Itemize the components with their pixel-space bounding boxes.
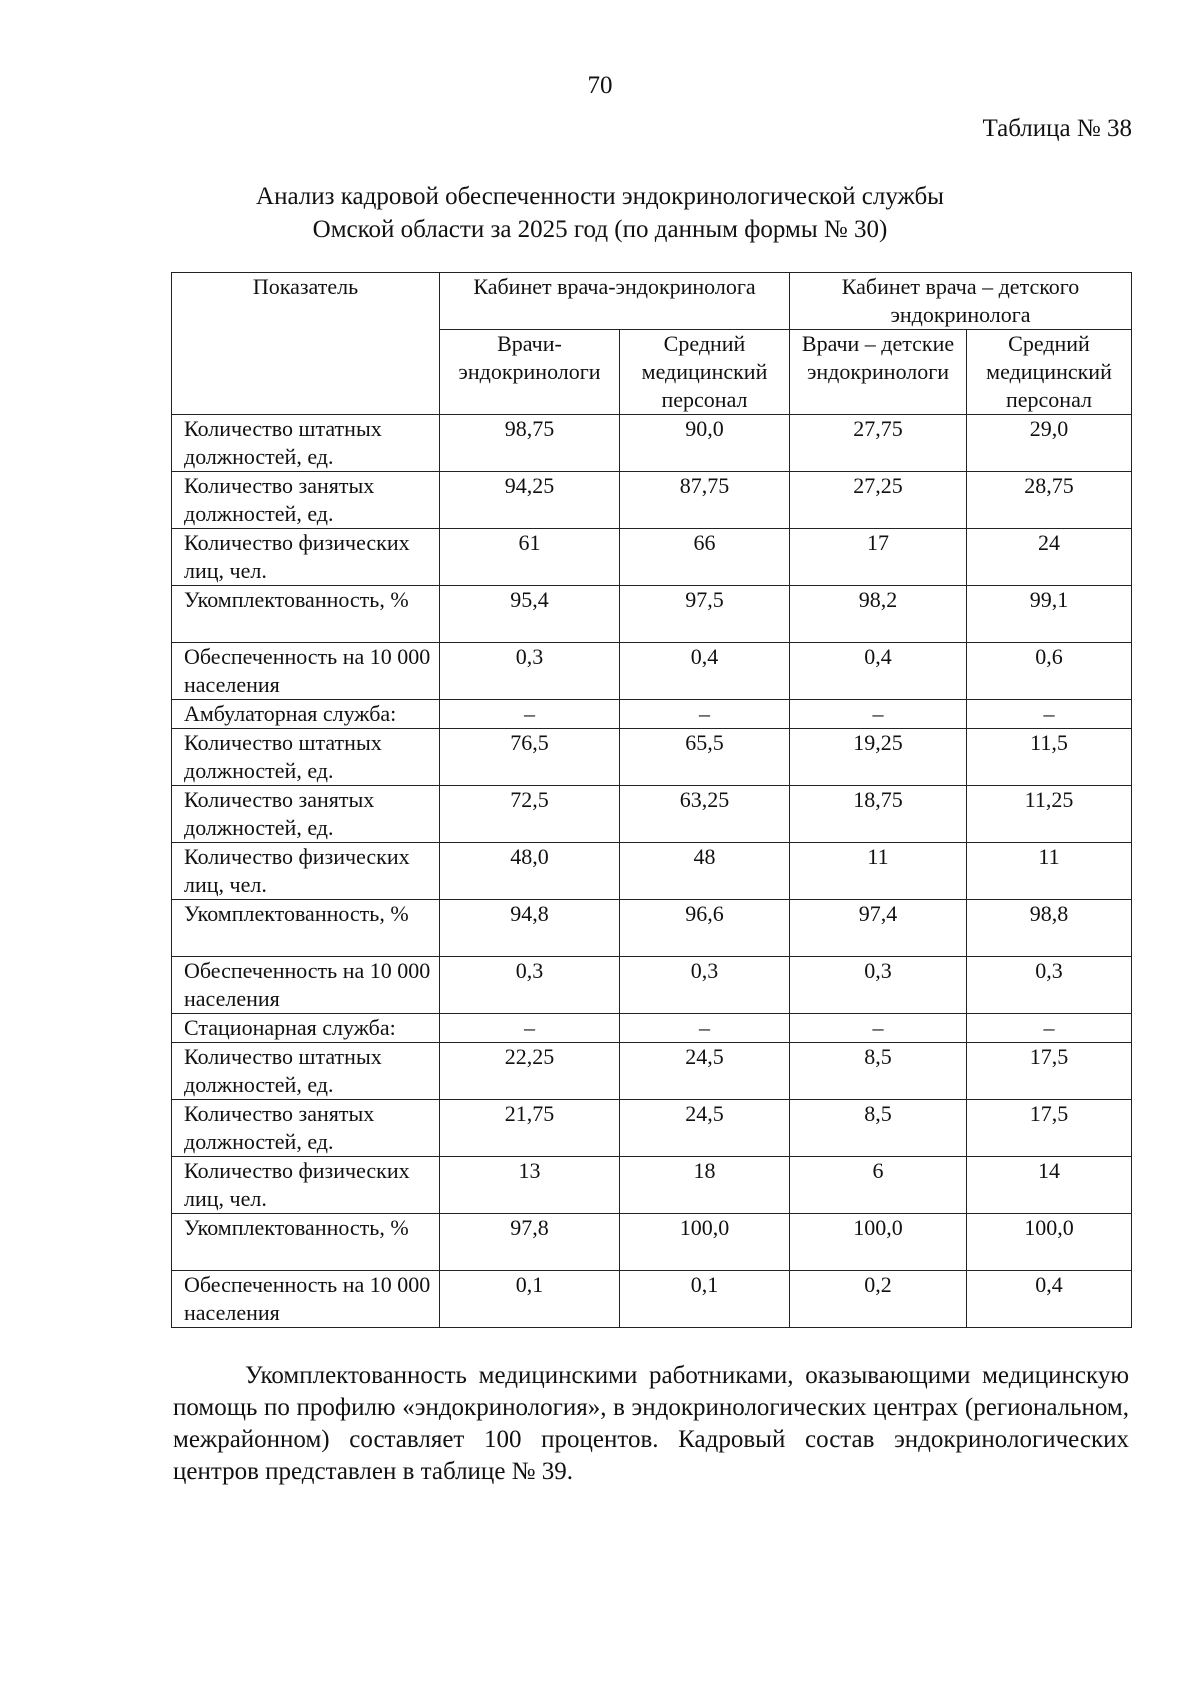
row-label: Амбулаторная служба:	[172, 700, 440, 729]
cell-value: 100,0	[790, 1214, 967, 1271]
cell-value: 61	[440, 529, 620, 586]
cell-value: 27,75	[790, 415, 967, 472]
cell-value: –	[967, 1014, 1132, 1043]
cell-value: –	[790, 700, 967, 729]
table-title-line-1: Анализ кадровой обеспеченности эндокринологической службы	[256, 183, 944, 210]
cell-value: 0,3	[620, 957, 790, 1014]
cell-value: 98,8	[967, 900, 1132, 957]
cell-value: 6	[790, 1157, 967, 1214]
cell-value: 98,2	[790, 586, 967, 643]
row-label: Количество штатных должностей, ед.	[172, 1043, 440, 1100]
table-row	[172, 529, 1132, 586]
row-label: Количество штатных должностей, ед.	[172, 729, 440, 786]
staffing-table	[171, 272, 1132, 1328]
cell-value: 97,5	[620, 586, 790, 643]
row-label: Стационарная служба:	[172, 1014, 440, 1043]
cell-value: 8,5	[790, 1100, 967, 1157]
table-title-line-2: Омской области за 2025 год (по данным формы № 30)	[312, 216, 888, 243]
cell-value: 11,25	[967, 786, 1132, 843]
header-pediatric-endocrinology-office: Кабинет врача – детского эндокринолога	[790, 273, 1132, 330]
table-row	[172, 1157, 1132, 1214]
cell-value: 24,5	[620, 1043, 790, 1100]
page-number: 70	[587, 72, 613, 99]
table-row	[172, 472, 1132, 529]
cell-value: 11	[967, 843, 1132, 900]
table-row	[172, 415, 1132, 472]
cell-value: 0,2	[790, 1271, 967, 1328]
table-row	[172, 1214, 1132, 1271]
cell-value: 48,0	[440, 843, 620, 900]
table-row	[172, 843, 1132, 900]
header-indicator: Показатель	[172, 273, 440, 415]
cell-value: 17,5	[967, 1100, 1132, 1157]
row-label: Количество физических лиц, чел.	[172, 843, 440, 900]
table-row	[172, 957, 1132, 1014]
header-adult-endocrinology-office: Кабинет врача-эндокринолога	[440, 273, 790, 330]
cell-value: 0,1	[620, 1271, 790, 1328]
cell-value: 11	[790, 843, 967, 900]
cell-value: 95,4	[440, 586, 620, 643]
cell-value: 0,6	[967, 643, 1132, 700]
table-row	[172, 1014, 1132, 1043]
cell-value: –	[790, 1014, 967, 1043]
row-label: Количество занятых должностей, ед.	[172, 1100, 440, 1157]
cell-value: 0,3	[440, 643, 620, 700]
cell-value: 27,25	[790, 472, 967, 529]
cell-value: 100,0	[620, 1214, 790, 1271]
row-label: Количество физических лиц, чел.	[172, 529, 440, 586]
cell-value: 8,5	[790, 1043, 967, 1100]
row-label: Количество физических лиц, чел.	[172, 1157, 440, 1214]
cell-value: 22,25	[440, 1043, 620, 1100]
cell-value: 0,3	[790, 957, 967, 1014]
row-label: Укомплектованность, %	[172, 900, 440, 957]
cell-value: 96,6	[620, 900, 790, 957]
cell-value: 0,4	[790, 643, 967, 700]
table-row	[172, 1271, 1132, 1328]
cell-value: 17,5	[967, 1043, 1132, 1100]
table-row	[172, 700, 1132, 729]
cell-value: 21,75	[440, 1100, 620, 1157]
cell-value: 17	[790, 529, 967, 586]
header-pediatric-endocrinologists: Врачи – детские эндокринологи	[790, 330, 967, 415]
cell-value: 0,3	[967, 957, 1132, 1014]
cell-value: –	[967, 700, 1132, 729]
row-label: Количество занятых должностей, ед.	[172, 472, 440, 529]
cell-value: 90,0	[620, 415, 790, 472]
cell-value: 29,0	[967, 415, 1132, 472]
table-row	[172, 900, 1132, 957]
table-row	[172, 586, 1132, 643]
body-paragraph: Укомплектованность медицинскими работниками, оказывающими медицинскую помощь по профилю «эндокринология», в эндокринологических центрах (региональном, межрайонном) составляет 100 процентов. Кадровый состав эндокринологических центров представлен в таблице № 39.	[173, 1362, 1129, 1485]
cell-value: 97,4	[790, 900, 967, 957]
cell-value: –	[620, 1014, 790, 1043]
cell-value: 14	[967, 1157, 1132, 1214]
row-label: Обеспеченность на 10 000 населения	[172, 957, 440, 1014]
cell-value: 65,5	[620, 729, 790, 786]
table-row	[172, 1100, 1132, 1157]
header-nursing-staff-pediatric: Средний медицинский персонал	[967, 330, 1132, 415]
cell-value: 0,1	[440, 1271, 620, 1328]
cell-value: 13	[440, 1157, 620, 1214]
header-nursing-staff-adult: Средний медицинский персонал	[620, 330, 790, 415]
table-number: Таблица № 38	[982, 115, 1132, 142]
cell-value: 19,25	[790, 729, 967, 786]
row-label: Количество занятых должностей, ед.	[172, 786, 440, 843]
cell-value: 99,1	[967, 586, 1132, 643]
header-endocrinologists: Врачи-эндокринологи	[440, 330, 620, 415]
cell-value: 100,0	[967, 1214, 1132, 1271]
cell-value: 94,25	[440, 472, 620, 529]
cell-value: 0,4	[620, 643, 790, 700]
cell-value: –	[440, 1014, 620, 1043]
cell-value: 18	[620, 1157, 790, 1214]
row-label: Обеспеченность на 10 000 населения	[172, 643, 440, 700]
table-body	[172, 415, 1132, 1328]
cell-value: 97,8	[440, 1214, 620, 1271]
table-row	[172, 643, 1132, 700]
table-title	[0, 180, 1200, 246]
cell-value: 48	[620, 843, 790, 900]
cell-value: 66	[620, 529, 790, 586]
table-row	[172, 786, 1132, 843]
cell-value: 72,5	[440, 786, 620, 843]
row-label: Укомплектованность, %	[172, 586, 440, 643]
table-row	[172, 1043, 1132, 1100]
row-label: Обеспеченность на 10 000 населения	[172, 1271, 440, 1328]
cell-value: 18,75	[790, 786, 967, 843]
cell-value: 28,75	[967, 472, 1132, 529]
cell-value: 98,75	[440, 415, 620, 472]
cell-value: –	[440, 700, 620, 729]
row-label: Укомплектованность, %	[172, 1214, 440, 1271]
cell-value: 24	[967, 529, 1132, 586]
cell-value: 87,75	[620, 472, 790, 529]
cell-value: 76,5	[440, 729, 620, 786]
cell-value: 63,25	[620, 786, 790, 843]
cell-value: 0,3	[440, 957, 620, 1014]
cell-value: 0,4	[967, 1271, 1132, 1328]
cell-value: 11,5	[967, 729, 1132, 786]
table-row	[172, 729, 1132, 786]
cell-value: –	[620, 700, 790, 729]
row-label: Количество штатных должностей, ед.	[172, 415, 440, 472]
cell-value: 24,5	[620, 1100, 790, 1157]
cell-value: 94,8	[440, 900, 620, 957]
